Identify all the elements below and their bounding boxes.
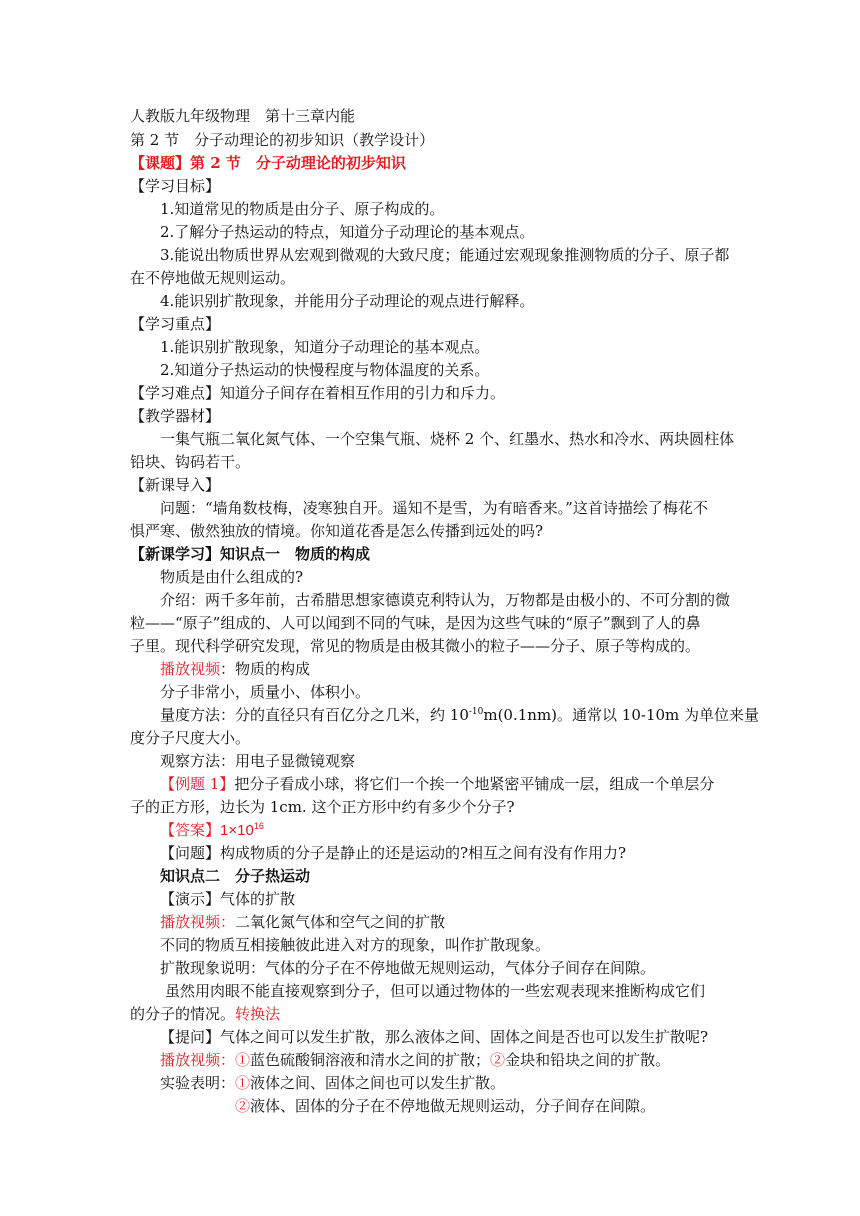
demo-line <box>160 887 770 911</box>
topic-line <box>130 151 740 175</box>
question-text: 构成物质的分子是静止的还是运动的?相互之间有没有作用力? <box>220 844 627 862</box>
measure-exponent: -10 <box>468 707 484 717</box>
result-marker: ② <box>235 1097 251 1115</box>
video2-line <box>160 910 770 934</box>
intro-heading: 【新课导入】 <box>130 476 221 494</box>
example1-text: 把分子看成小球，将它们一个挨一个地紧密平铺成一层，组成一个单层分 <box>234 775 715 793</box>
video1-text: ：物质的构成 <box>220 660 311 678</box>
goal-item: 1.知道常见的物质是由分子、原子构成的。 <box>160 200 445 218</box>
study-heading: 【新课学习】 <box>130 545 221 563</box>
equipment-heading: 【教学器材】 <box>130 407 221 425</box>
kp1-question: 物质是由什么组成的? <box>160 568 304 586</box>
answer-label: 【答案】 <box>160 821 221 839</box>
study-heading-line <box>130 542 740 566</box>
result-line-2 <box>235 1094 845 1118</box>
result-item: 液体之间、固体之间也可以发生扩散。 <box>250 1074 506 1092</box>
ask-text: 气体之间可以发生扩散，那么液体之间、固体之间是否也可以发生扩散呢? <box>220 1028 709 1046</box>
goal-item: 2.了解分子热运动的特点，知道分子动理论的基本观点。 <box>160 223 535 241</box>
doc-header-line2: 第 2 节 分子动理论的初步知识（教学设计） <box>130 131 435 149</box>
goal-item: 4.能识别扩散现象，并能用分子动理论的观点进行解释。 <box>160 292 535 310</box>
ask-line <box>160 1025 770 1049</box>
diffusion-explanation: 扩散现象说明：气体的分子在不停地做无规则运动，气体分子间存在间隙。 <box>160 959 656 977</box>
difficulty-text: 知道分子间存在着相互作用的引力和斥力。 <box>220 384 506 402</box>
video3-marker: ② <box>490 1051 506 1069</box>
key-point-item: 2.知道分子热运动的快慢程度与物体温度的关系。 <box>160 361 490 379</box>
result-marker: ① <box>235 1074 251 1092</box>
video2-text: 二氧化氮气体和空气之间的扩散 <box>235 913 446 931</box>
fact1: 分子非常小，质量小、体积小。 <box>160 683 371 701</box>
topic-label: 【课题】 <box>130 154 191 172</box>
answer-exponent: 16 <box>253 821 264 831</box>
video3-item: 金块和铅块之间的扩散。 <box>505 1051 671 1069</box>
measure-continued: 度分子尺度大小。 <box>130 729 251 747</box>
result-label: 实验表明： <box>160 1074 236 1092</box>
intro-text-continued: 惧严寒、傲然独放的情境。你知道花香是怎么传播到远处的吗? <box>130 522 544 540</box>
example1-label: 【例题 1】 <box>160 775 235 793</box>
video3-label: 播放视频： <box>160 1051 236 1069</box>
demo-label: 【演示】 <box>160 890 221 908</box>
example1-line <box>160 772 770 796</box>
video2-label: 播放视频： <box>160 913 236 931</box>
result-line <box>160 1071 770 1095</box>
inference-continued <box>130 1002 740 1026</box>
topic-title: 第 2 节 分子动理论的初步知识 <box>190 154 406 172</box>
demo-text: 气体的扩散 <box>220 890 296 908</box>
kp1-intro: 介绍：两千多年前，古希腊思想家德谟克利特认为，万物都是由极小的、不可分割的微 <box>160 591 731 609</box>
question-line <box>160 841 770 865</box>
observe-method: 观察方法：用电子显微镜观察 <box>160 752 356 770</box>
measure-mid: m(0.1nm)。通常以 10-10m 为单位来量 <box>483 706 760 724</box>
kp1-title: 知识点一 物质的构成 <box>220 545 371 563</box>
video1-label: 播放视频 <box>160 660 221 678</box>
answer-value: 1×10 <box>220 822 254 839</box>
difficulty-line <box>130 381 740 405</box>
difficulty-heading: 【学习难点】 <box>130 384 221 402</box>
doc-header-line1: 人教版九年级物理 第十三章内能 <box>130 107 356 125</box>
method-name: 转换法 <box>235 1005 281 1023</box>
inference-text: 虽然用肉眼不能直接观察到分子，但可以通过物体的一些宏观表现来推断构成它们 <box>165 982 706 1000</box>
key-point-item: 1.能识别扩散现象，知道分子动理论的基本观点。 <box>160 338 490 356</box>
video3-line <box>160 1048 770 1072</box>
result-item: 液体、固体的分子在不停地做无规则运动，分子间存在间隙。 <box>250 1097 656 1115</box>
intro-text: 问题：“墙角数枝梅，凌寒独自开。遥知不是雪，为有暗香来。”这首诗描绘了梅花不 <box>160 499 708 517</box>
goal-item: 3.能说出物质世界从宏观到微观的大致尺度；能通过宏观现象推测物质的分子、原子都 <box>160 246 730 264</box>
equipment-text: 一集气瓶二氧化氮气体、一个空集气瓶、烧杯 2 个、红墨水、热水和冷水、两块圆柱体 <box>160 430 735 448</box>
answer-line <box>160 818 770 842</box>
kp2-title: 知识点二 分子热运动 <box>160 867 311 885</box>
kp1-intro-continued: 子里。现代科学研究发现，常见的物质是由极其微小的粒子——分子、原子等构成的。 <box>130 637 701 655</box>
equipment-text-continued: 铅块、钩码若干。 <box>130 453 251 471</box>
measure-line <box>160 703 770 727</box>
video1-line <box>160 657 770 681</box>
video3-item: 蓝色硫酸铜溶液和清水之间的扩散； <box>250 1051 491 1069</box>
video3-marker: ① <box>235 1051 251 1069</box>
inference-text-end: 的分子的情况。 <box>130 1005 236 1023</box>
key-points-heading: 【学习重点】 <box>130 315 221 333</box>
measure-prefix: 量度方法：分的直径只有百亿分之几米，约 10 <box>160 706 469 724</box>
question-label: 【问题】 <box>160 844 221 862</box>
diffusion-definition: 不同的物质互相接触彼此进入对方的现象，叫作扩散现象。 <box>160 936 551 954</box>
ask-label: 【提问】 <box>160 1028 221 1046</box>
example1-continued: 子的正方形，边长为 1cm. 这个正方形中约有多少个分子? <box>130 798 515 816</box>
kp1-intro-continued: 粒——“原子”组成的、人可以闻到不同的气味，是因为这些气味的“原子”飘到了人的鼻 <box>130 614 701 632</box>
goal-item-continued: 在不停地做无规则运动。 <box>130 269 296 287</box>
goals-heading: 【学习目标】 <box>130 177 221 195</box>
